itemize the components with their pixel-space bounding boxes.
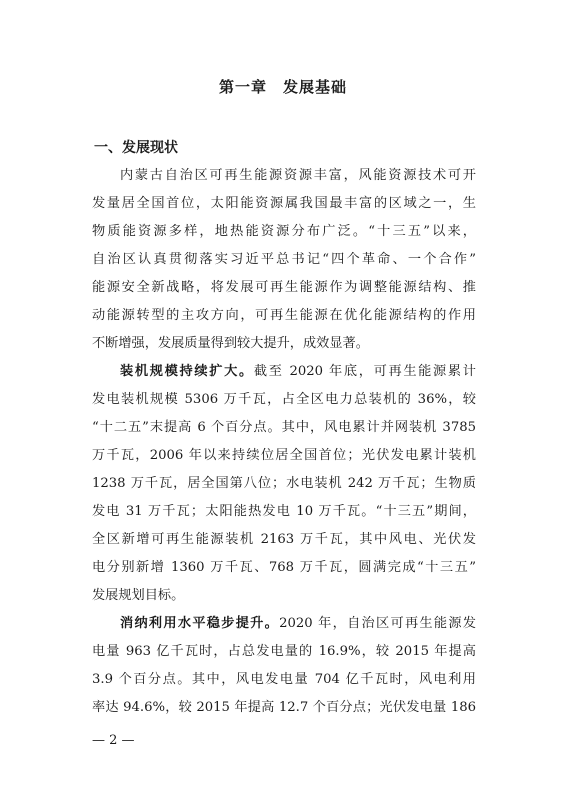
- paragraph-2-line-1-text: 截至 2020 年底，可再生能源累计: [253, 364, 476, 379]
- paragraph-2-line-6: 发电 31 万千瓦；太阳能热发电 10 万千瓦。“十三五”期间，: [92, 504, 476, 519]
- paragraph-1-line-6: 动能源转型的主攻方向，可再生能源在优化能源结构的作用: [92, 308, 476, 323]
- section-heading: 一、发展现状: [94, 140, 178, 156]
- paragraph-2-line-3: “十二五”末提高 6 个百分点。其中，风电累计并网装机 3785: [92, 420, 476, 435]
- paragraph-2-line-7: 全区新增可再生能源装机 2163 万千瓦，其中风电、光伏发: [92, 532, 476, 547]
- paragraph-1-line-7: 不断增强，发展质量得到较大提升，成效显著。: [92, 336, 369, 351]
- paragraph-2-line-4: 万千瓦，2006 年以来持续位居全国首位；光伏发电累计装机: [92, 448, 476, 463]
- paragraph-3-line-1: [120, 614, 476, 634]
- page-number: — 2 —: [92, 733, 135, 748]
- paragraph-3-lead: 消纳利用水平稳步提升。: [120, 616, 280, 631]
- paragraph-2-line-1: [120, 362, 476, 382]
- paragraph-3-line-1-text: 2020 年，自治区可再生能源发: [279, 616, 476, 631]
- paragraph-2-line-8: 电分别新增 1360 万千瓦、768 万千瓦，圆满完成“十三五”: [92, 560, 476, 575]
- paragraph-3-line-4: 率达 94.6%，较 2015 年提高 12.7 个百分点；光伏发电量 186: [92, 700, 476, 715]
- paragraph-3-line-3: 3.9 个百分点。其中，风电发电量 704 亿千瓦时，风电利用: [92, 672, 476, 687]
- paragraph-1-line-2: 发量居全国首位，太阳能资源属我国最丰富的区域之一，生: [92, 196, 476, 211]
- paragraph-2-line-2: 发电装机规模 5306 万千瓦，占全区电力总装机的 36%，较: [92, 392, 476, 407]
- paragraph-2-lead: 装机规模持续扩大。: [120, 364, 254, 379]
- paragraph-1-line-5: 能源安全新战略，将发展可再生能源作为调整能源结构、推: [92, 280, 476, 295]
- paragraph-1-line-4: 自治区认真贯彻落实习近平总书记“四个革命、一个合作”: [92, 252, 476, 267]
- paragraph-3-line-2: 电量 963 亿千瓦时，占总发电量的 16.9%，较 2015 年提高: [92, 644, 476, 659]
- paragraph-1-line-3: 物质能资源多样，地热能资源分布广泛。“十三五”以来，: [92, 224, 476, 239]
- paragraph-1-line-1: 内蒙古自治区可再生能源资源丰富，风能资源技术可开: [120, 168, 476, 183]
- paragraph-2-line-5: 1238 万千瓦，居全国第八位；水电装机 242 万千瓦；生物质: [92, 476, 476, 491]
- paragraph-2-line-9: 发展规划目标。: [92, 588, 185, 603]
- chapter-title: 第一章 发展基础: [218, 78, 347, 96]
